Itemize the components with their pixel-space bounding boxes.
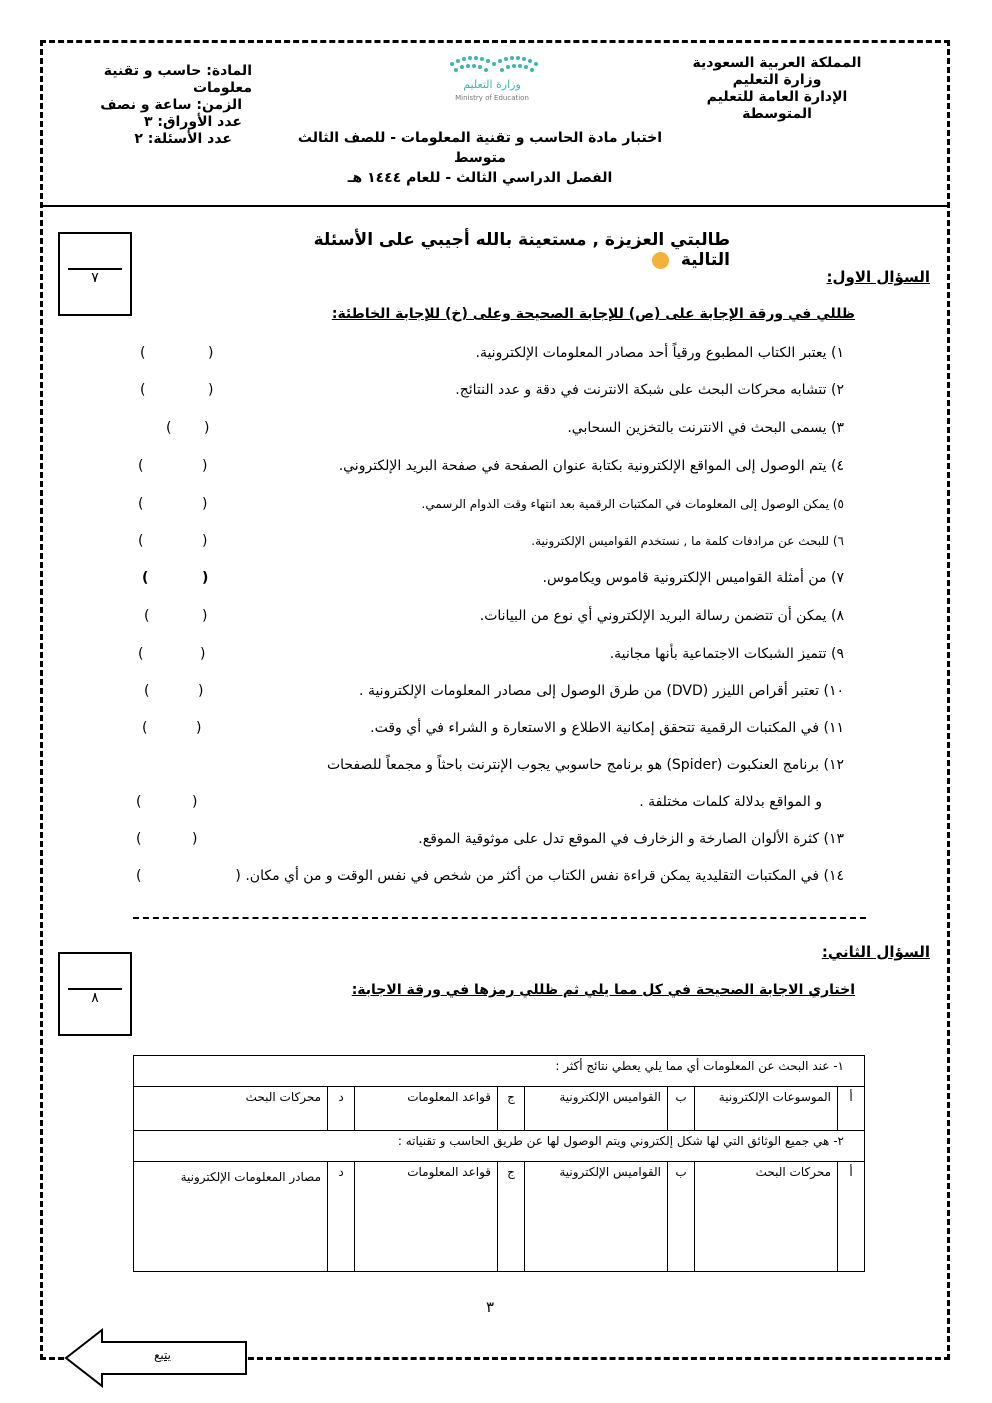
greeting-text: طالبتي العزيزة , مستعينة بالله أجيبي على الأسئلة التالية <box>313 230 730 270</box>
header-country: المملكة العربية السعودية <box>692 55 862 71</box>
option-letter: ب <box>668 1087 695 1131</box>
options-row <box>134 1087 865 1131</box>
q1-item: ٥) يمكن الوصول إلى المعلومات في المكتبات الرقمية بعد انتهاء وقت الدوام الرسمي. <box>421 497 844 511</box>
question-stem: ٢- هي جميع الوثائق التي لها شكل إلكتروني ويتم الوصول لها عن طريق الحاسب و تقنياته : <box>134 1131 865 1162</box>
q1-item: ٢) تتشابه محركات البحث على شبكة الانترنت في دقة و عدد النتائج. <box>455 382 844 398</box>
q1-item: ١) يعتبر الكتاب المطبوع ورقياً أحد مصادر المعلومات الإلكترونية. <box>475 345 844 361</box>
q1-item: ٨) يمكن أن تتضمن رسالة البريد الإلكتروني أي نوع من البيانات. <box>479 608 844 624</box>
header-ministry: وزارة التعليم <box>732 72 822 88</box>
q1-instruction: ظللي في ورقة الإجابة على (ص) للإجابة الصحيحة وعلى (خ) للإجابة الخاطئة: <box>331 306 855 322</box>
q1-item: ١٢) برنامج العنكبوت (Spider) هو برنامج حاسوبي يجوب الإنترنت باحثاً و مجمعاً للصفحات <box>326 757 844 773</box>
header-school: المتوسطة <box>742 106 812 122</box>
header-ministry-block <box>652 55 902 123</box>
q1-item: ١٣) كثرة الألوان الصارخة و الزخارف في الموقع تدل على موثوقية الموقع. <box>418 831 844 847</box>
q2-instruction: اختاري الاجابة الصحيحة في كل مما يلي ثم ظللي رمزها في ورقة الاجابة: <box>351 982 855 998</box>
header-duration: الزمن: ساعة و نصف <box>100 97 242 113</box>
option-text[interactable]: القواميس الإلكترونية <box>525 1162 668 1272</box>
option-text[interactable]: قواعد المعلومات <box>355 1087 498 1131</box>
option-letter: د <box>328 1087 355 1131</box>
q1-item: ١٤) في المكتبات التقليدية يمكن قراءة نفس الكتاب من أكثر من شخص في نفس الوقت و من أي مكان. ( <box>235 868 844 884</box>
option-letter: ج <box>498 1162 525 1272</box>
option-letter: ب <box>668 1162 695 1272</box>
header-pages: عدد الأوراق: ٣ <box>143 114 242 130</box>
option-text[interactable]: محركات البحث <box>695 1162 838 1272</box>
q1-score: ٧ <box>91 270 99 286</box>
option-letter: أ <box>838 1162 865 1272</box>
header-questions: عدد الأسئلة: ٢ <box>134 131 232 147</box>
q1-item: ٣) يسمى البحث في الانترنت بالتخزين السحابي. <box>567 420 844 436</box>
ministry-logo-icon <box>432 50 552 105</box>
q1-item: ٩) تتميز الشبكات الاجتماعية بأنها مجانية. <box>609 646 844 662</box>
q1-label: السؤال الاول: <box>826 268 930 286</box>
question-stem: ١- عند البحث عن المعلومات أي مما يلي يعطي نتائج أكثر : <box>134 1056 865 1087</box>
logo-text-ar: وزارة التعليم <box>463 78 521 91</box>
header-subject-block <box>52 63 252 148</box>
option-text[interactable]: القواميس الإلكترونية <box>525 1087 668 1131</box>
page-number: ٣ <box>486 1298 495 1316</box>
question-row <box>134 1131 865 1162</box>
header-subject: المادة: حاسب و تقنية معلومات <box>103 63 252 96</box>
option-text[interactable]: مصادر المعلومات الإلكترونية <box>134 1162 328 1272</box>
exam-title-line1: اختبار مادة الحاسب و تقنية المعلومات - للصف الثالث متوسط <box>297 130 663 166</box>
logo-text-en: Ministry of Education <box>455 94 529 102</box>
option-letter: أ <box>838 1087 865 1131</box>
continue-arrow[interactable] <box>62 1328 252 1388</box>
option-text[interactable]: قواعد المعلومات <box>355 1162 498 1272</box>
option-letter: ج <box>498 1087 525 1131</box>
section-separator <box>133 917 866 919</box>
option-text[interactable]: محركات البحث <box>134 1087 328 1131</box>
q1-item: ٦) للبحث عن مرادفات كلمة ما , نستخدم القواميس الإلكترونية. <box>531 534 844 548</box>
q1-item-continuation: و المواقع بدلالة كلمات مختلفة . <box>639 794 822 810</box>
q1-item: ٤) يتم الوصول إلى المواقع الإلكترونية بكتابة عنوان الصفحة في صفحة البريد الإلكتروني. <box>338 458 844 474</box>
q1-score-box <box>58 232 132 316</box>
exam-title-line2: الفصل الدراسي الثالث - للعام ١٤٤٤ هـ <box>347 170 613 186</box>
smiley-icon <box>652 252 669 269</box>
continue-label: يتبع <box>154 1348 171 1362</box>
q2-label: السؤال الثاني: <box>821 943 930 961</box>
exam-title <box>270 128 690 188</box>
header-directorate: الإدارة العامة للتعليم <box>706 89 848 105</box>
q2-score-box <box>58 952 132 1036</box>
q2-score: ٨ <box>91 990 99 1006</box>
options-row <box>134 1162 865 1272</box>
option-text[interactable]: الموسوعات الإلكترونية <box>695 1087 838 1131</box>
greeting <box>270 230 730 270</box>
q1-item: ٧) من أمثلة القواميس الإلكترونية قاموس ويكاموس. <box>542 570 844 586</box>
header-divider <box>42 205 950 207</box>
question-row <box>134 1056 865 1087</box>
choices-table <box>133 1055 865 1272</box>
q1-item: ١١) في المكتبات الرقمية تتحقق إمكانية الاطلاع و الاستعارة و الشراء في أي وقت. <box>370 720 844 736</box>
ministry-logo <box>432 50 552 105</box>
option-letter: د <box>328 1162 355 1272</box>
q1-item: ١٠) تعتبر أقراص الليزر (DVD) من طرق الوصول إلى مصادر المعلومات الإلكترونية . <box>359 683 844 699</box>
